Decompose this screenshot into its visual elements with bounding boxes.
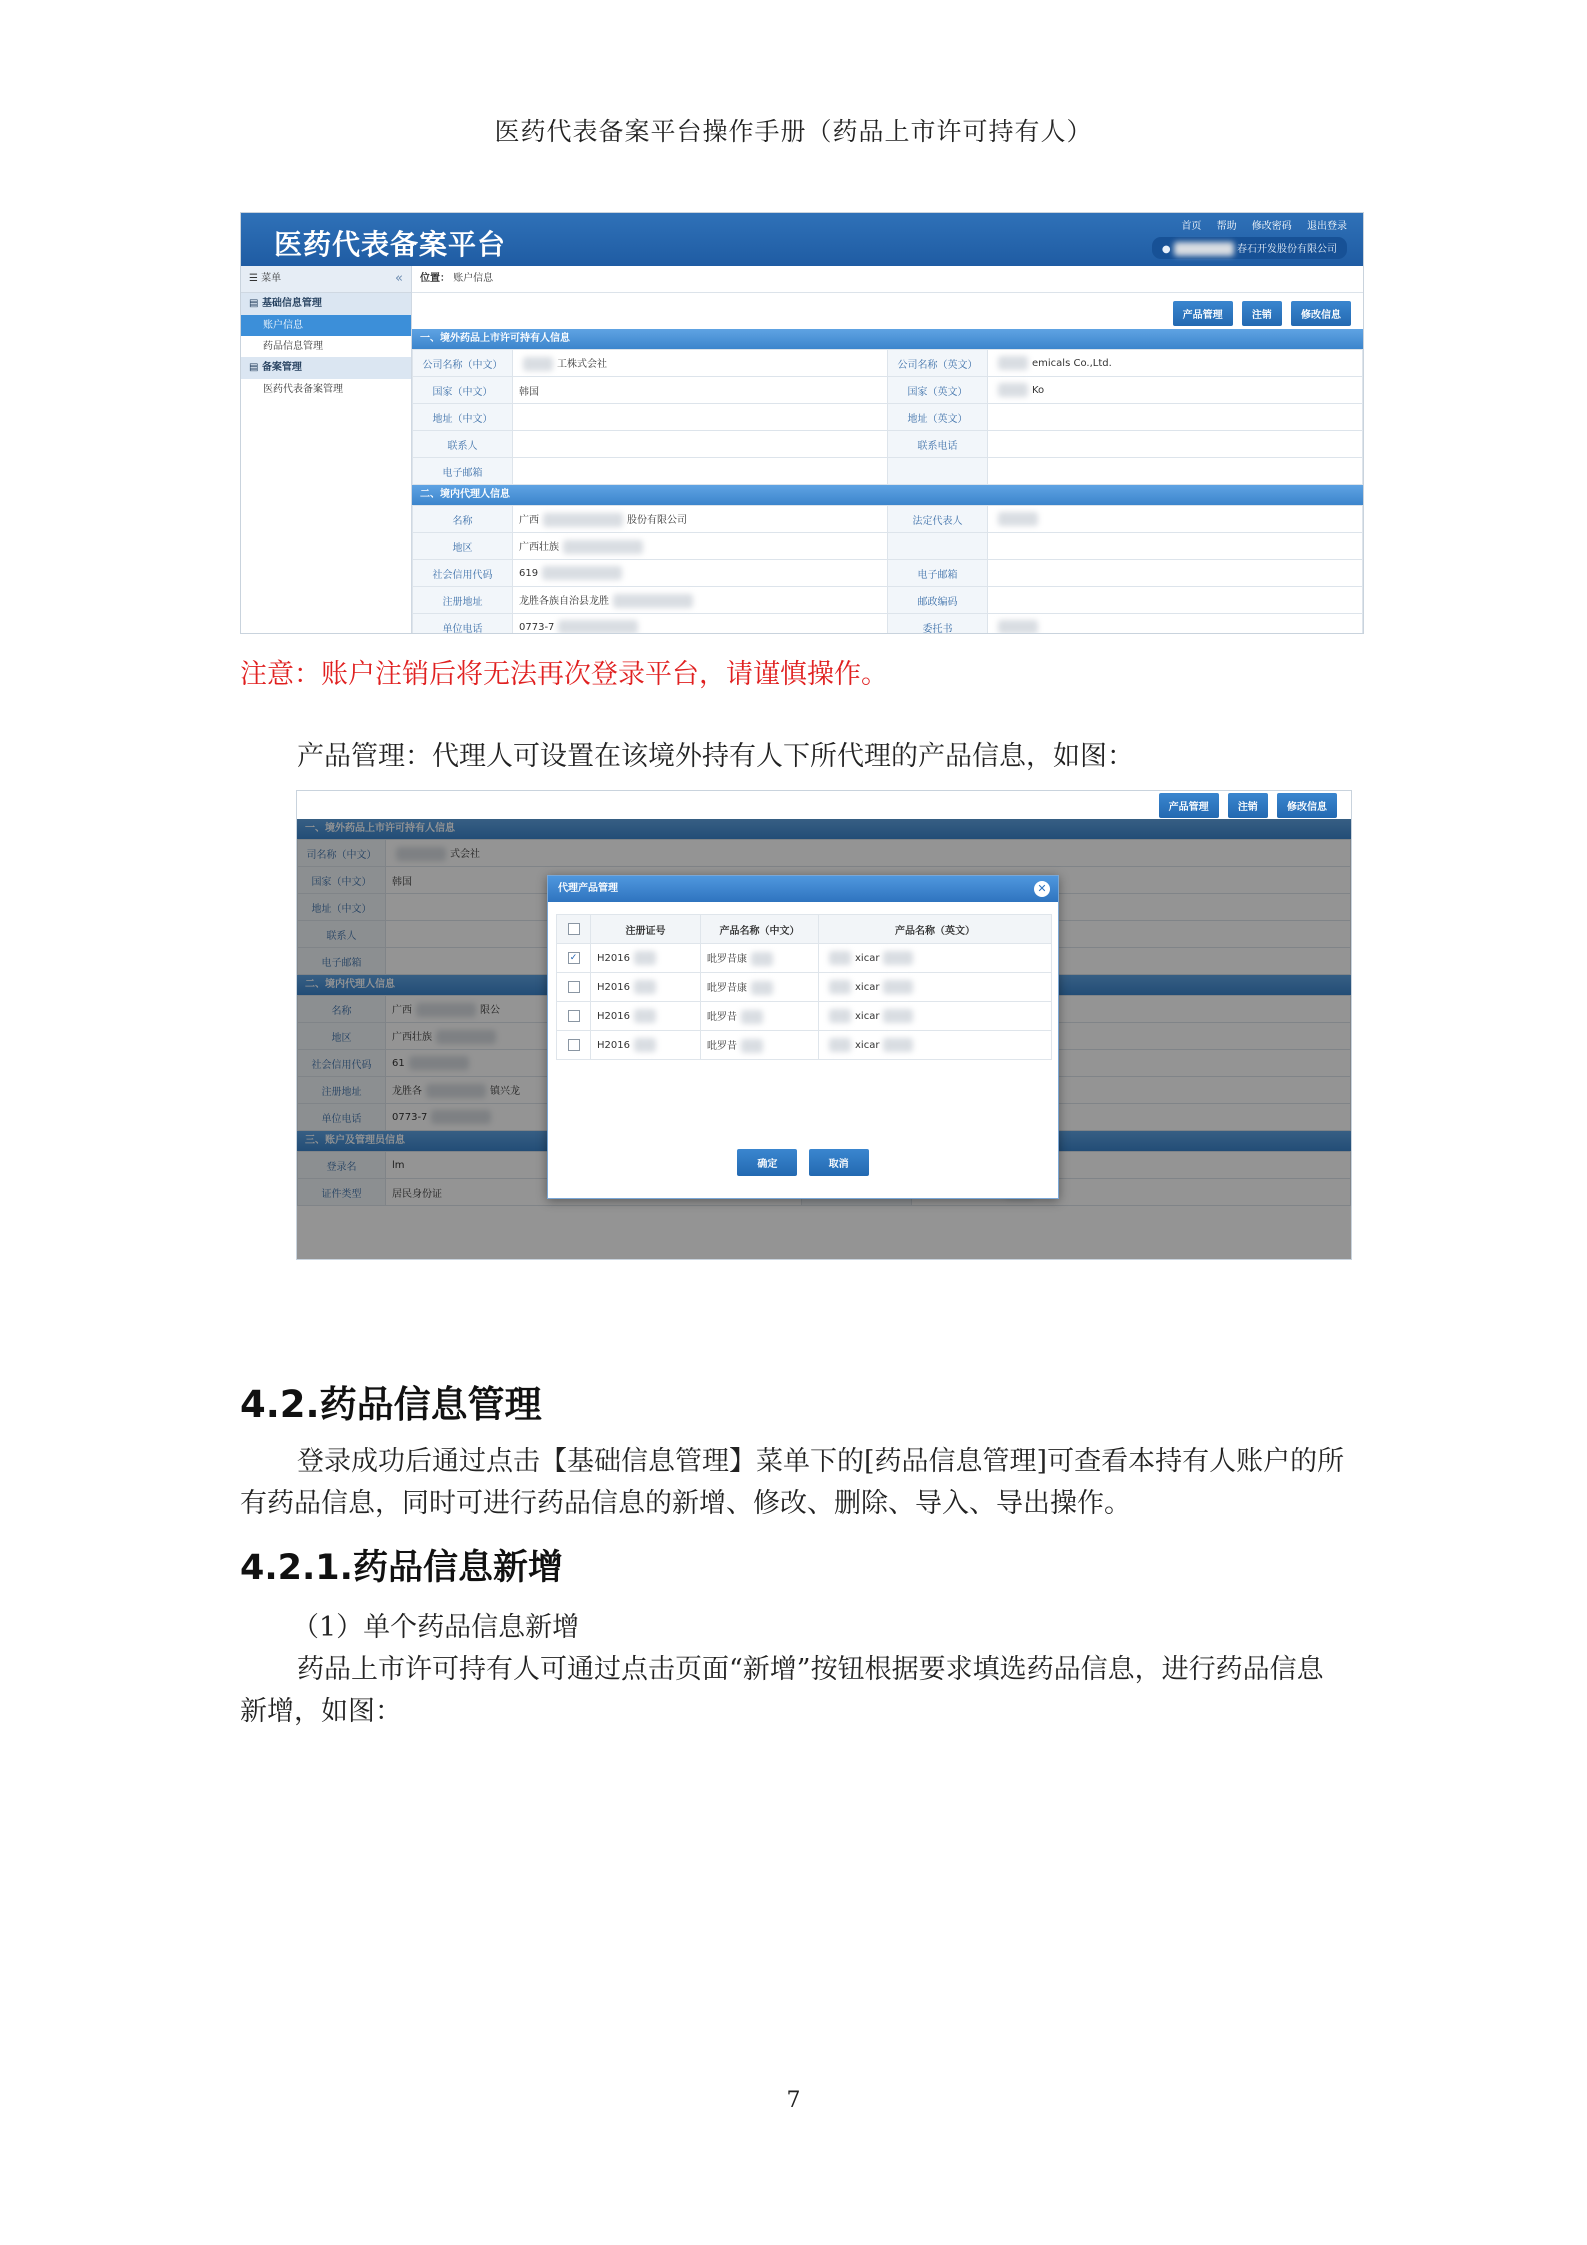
field-value: [513, 614, 888, 635]
field-label-text: 地址（中文）: [311, 903, 372, 915]
field-value: [988, 350, 1363, 377]
reg-number-text: H2016: [597, 1011, 630, 1022]
redacted-blur: [558, 620, 638, 634]
field-label-text: 联系人: [447, 440, 478, 452]
select-all-cell: [557, 915, 591, 944]
menu-label: 菜单: [261, 273, 282, 284]
field-label: [888, 404, 988, 431]
field-value-text: 韩国: [519, 386, 539, 398]
field-label-text: 社会信用代码: [311, 1059, 372, 1071]
field-label: [888, 560, 988, 587]
platform-logo: 医药代表备案平台: [274, 228, 507, 261]
action-toolbar: [297, 791, 1351, 819]
sidebar-header: [241, 266, 411, 293]
redacted-blur: [998, 512, 1038, 526]
field-label: [888, 377, 988, 404]
section-header: 一、境外药品上市许可持有人信息: [297, 819, 1351, 839]
sidebar-item-record[interactable]: 医药代表备案管理: [263, 384, 343, 395]
redacted-blur: [1174, 242, 1234, 256]
field-value: [988, 377, 1363, 404]
field-label-text: 法定代表人: [912, 515, 963, 527]
redacted-blur: [741, 1010, 763, 1024]
sidebar: [241, 266, 412, 633]
field-value-text: 韩国: [392, 876, 412, 888]
field-label-text: 委托书: [922, 623, 953, 634]
field-label: [888, 431, 988, 458]
field-value: [988, 506, 1363, 533]
field-label-text: 邮政编码: [917, 596, 958, 608]
product-name-cn-text: 吡罗昔: [707, 1041, 737, 1052]
field-label-text: 公司名称（英文）: [897, 359, 978, 371]
confirm-button[interactable]: 确定: [737, 1149, 797, 1176]
product-manage-dialog: [547, 875, 1059, 1199]
field-label: [413, 458, 513, 485]
row-checkbox[interactable]: [568, 1039, 580, 1051]
field-label: [888, 614, 988, 635]
column-header: 产品名称（中文）: [701, 915, 819, 944]
row-checkbox[interactable]: [568, 981, 580, 993]
notice-text: 注意：账户注销后将无法再次登录平台，请谨慎操作。: [240, 659, 888, 690]
redacted-blur: [751, 981, 773, 995]
field-value: [988, 533, 1363, 560]
close-icon[interactable]: ✕: [1034, 881, 1050, 897]
field-value-text: 龙胜各: [392, 1086, 422, 1097]
redacted-blur: [741, 1039, 763, 1053]
redacted-blur: [883, 951, 913, 965]
field-value-text: 龙胜各族自治县龙胜: [519, 596, 609, 607]
redacted-blur: [634, 980, 656, 994]
home-link[interactable]: 首页: [1181, 221, 1202, 232]
field-label-text: 电子邮箱: [442, 467, 483, 479]
table-row[interactable]: [557, 944, 1052, 973]
reg-number: [591, 973, 701, 1002]
field-value: [513, 404, 888, 431]
redacted-blur: [543, 513, 623, 527]
field-label-text: 地址（中文）: [432, 413, 493, 425]
field-value-text: emicals Co.,Ltd.: [1032, 358, 1112, 369]
top-links: [1169, 217, 1347, 232]
table-row[interactable]: [557, 973, 1052, 1002]
field-value-text: 广西: [392, 1005, 412, 1016]
field-label: [888, 506, 988, 533]
select-cell: [557, 1002, 591, 1031]
select-cell: [557, 944, 591, 973]
table-row: [413, 377, 1363, 404]
row-checkbox[interactable]: ✓: [568, 952, 580, 964]
reg-number-text: H2016: [597, 982, 630, 993]
page-number: 7: [786, 2088, 801, 2113]
section-4-2-paragraph: 登录成功后通过点击【基础信息管理】菜单下的[药品信息管理]可查看本持有人账户的所有药品信息，同时可进行药品信息的新增、修改、删除、导入、导出操作。: [240, 1446, 1345, 1519]
field-value: [988, 614, 1363, 635]
field-value: [513, 533, 888, 560]
field-value-text: 0773-7: [519, 622, 555, 633]
redacted-blur: [634, 951, 656, 965]
select-all-checkbox[interactable]: [568, 923, 580, 935]
user-company: 春石开发股份有限公司: [1237, 244, 1337, 255]
select-cell: [557, 1031, 591, 1060]
sidebar-group-basic[interactable]: [241, 293, 411, 315]
redacted-blur: [998, 356, 1028, 370]
section-header: 二、境内代理人信息: [412, 485, 1363, 505]
field-value-text: 0773-7: [392, 1112, 428, 1123]
product-name-en-text: xicar: [855, 982, 880, 993]
page-header: 医药代表备案平台操作手册（药品上市许可持有人）: [494, 117, 1093, 146]
product-name-cn: [701, 1002, 819, 1031]
field-value-text: 619: [519, 568, 539, 579]
field-label: [413, 350, 513, 377]
field-label-text: 名称: [452, 515, 473, 527]
redacted-blur: [523, 357, 553, 371]
section-4-2-title: 4.2.药品信息管理: [240, 1383, 542, 1426]
edit-info-button[interactable]: 修改信息: [1277, 793, 1337, 818]
field-label-text: 社会信用代码: [432, 569, 493, 581]
field-label: [888, 458, 988, 485]
product-intro: 产品管理：代理人可设置在该境外持有人下所代理的产品信息，如图：: [297, 741, 1134, 772]
field-label-text: 单位电话: [442, 623, 483, 634]
product-name-cn: [701, 1031, 819, 1060]
field-label: [413, 506, 513, 533]
field-value-text: 广西壮族: [392, 1032, 432, 1043]
agent-info-table: [412, 505, 1363, 634]
help-link[interactable]: 帮助: [1216, 221, 1237, 232]
sidebar-item-drug[interactable]: 药品信息管理: [263, 341, 323, 352]
product-name-cn-text: 吡罗昔康: [707, 954, 747, 965]
dialog-footer: [548, 1149, 1058, 1176]
field-label-text: 地区: [452, 542, 473, 554]
field-label-text: 司名称（中文）: [306, 849, 377, 861]
field-label-text: 电子邮箱: [917, 569, 958, 581]
sidebar-group-record[interactable]: [241, 357, 411, 379]
field-label: [888, 350, 988, 377]
field-label-text: 联系人: [326, 930, 357, 942]
field-value: [988, 560, 1363, 587]
field-label-text: 国家（中文）: [432, 386, 493, 398]
table-row[interactable]: [557, 1002, 1052, 1031]
field-label-text: 证件类型: [321, 1188, 362, 1200]
field-value: [513, 560, 888, 587]
field-label-text: 国家（中文）: [311, 876, 372, 888]
field-value-text: 工株式会社: [557, 359, 607, 370]
table-row: [413, 350, 1363, 377]
field-label: [413, 560, 513, 587]
reg-number-text: H2016: [597, 953, 630, 964]
background-form: [297, 819, 1351, 1259]
field-label-text: 注册地址: [321, 1086, 362, 1098]
redacted-blur: [998, 620, 1038, 634]
reg-number: [591, 1031, 701, 1060]
account-info-screenshot: [240, 212, 1364, 634]
field-label-text: 国家（英文）: [907, 386, 968, 398]
product-name-en-text: xicar: [855, 953, 880, 964]
table-row: [413, 431, 1363, 458]
main-content: [412, 266, 1363, 633]
field-value: [513, 350, 888, 377]
field-label-text: 地址（英文）: [907, 413, 968, 425]
product-manage-button[interactable]: 产品管理: [1173, 301, 1233, 326]
product-name-en-text: xicar: [855, 1011, 880, 1022]
field-label-text: 公司名称（中文）: [422, 359, 503, 371]
redacted-blur: [542, 566, 622, 580]
breadcrumb: [412, 266, 1363, 293]
redacted-blur: [634, 1009, 656, 1023]
menu-icon: ☰: [249, 273, 258, 284]
redacted-blur: [613, 594, 693, 608]
field-label: [413, 533, 513, 560]
field-value: [988, 458, 1363, 485]
sidebar-group-label: 基础信息管理: [261, 298, 322, 309]
redacted-blur: [829, 951, 851, 965]
redacted-blur: [829, 1038, 851, 1052]
dialog-header: [548, 876, 1058, 902]
field-label: [413, 587, 513, 614]
sidebar-group-label: 备案管理: [261, 362, 302, 373]
section-header: 二、境内代理人信息: [297, 975, 1351, 995]
table-row: [413, 506, 1363, 533]
field-label-text: 名称: [331, 1005, 352, 1017]
dialog-title: 代理产品管理: [558, 883, 618, 894]
column-header: 产品名称（英文）: [819, 915, 1052, 944]
field-label: [413, 404, 513, 431]
edit-info-button[interactable]: 修改信息: [1291, 301, 1351, 326]
field-value-text: 镇兴龙: [490, 1086, 520, 1097]
field-value-text: 广西壮族: [519, 542, 559, 553]
table-row[interactable]: [557, 1031, 1052, 1060]
product-name-en: [819, 1031, 1052, 1060]
redacted-blur: [563, 540, 643, 554]
field-value-text: 限公: [480, 1005, 500, 1016]
field-label: [413, 431, 513, 458]
select-cell: [557, 973, 591, 1002]
product-table: [556, 914, 1052, 1060]
location-label: 位置：: [420, 273, 450, 284]
table-row: [413, 533, 1363, 560]
field-value-text: 广西: [519, 515, 539, 526]
product-name-cn-text: 吡罗昔康: [707, 983, 747, 994]
column-header: 注册证号: [591, 915, 701, 944]
section-4-2-1-paragraph: 药品上市许可持有人可通过点击页面“新增”按钮根据要求填选药品信息，进行药品信息新增，如图：: [240, 1654, 1324, 1727]
table-row: [413, 458, 1363, 485]
field-value-text: 式会社: [450, 849, 480, 860]
platform-topbar: [241, 213, 1363, 266]
table-row: [413, 404, 1363, 431]
user-badge[interactable]: [1152, 237, 1347, 259]
field-value-text: 居民身份证: [392, 1188, 442, 1200]
product-name-en: [819, 973, 1052, 1002]
product-name-cn-text: 吡罗昔: [707, 1012, 737, 1023]
holder-info-table: [412, 349, 1363, 485]
product-manage-button[interactable]: 产品管理: [1159, 793, 1219, 818]
table-row: [413, 614, 1363, 635]
product-name-en-text: xicar: [855, 1040, 880, 1051]
redacted-blur: [829, 980, 851, 994]
field-label-text: 登录名: [326, 1161, 357, 1173]
product-manage-screenshot: [296, 790, 1352, 1260]
user-icon: ●: [1161, 244, 1171, 255]
redacted-blur: [751, 952, 773, 966]
field-label-text: 注册地址: [442, 596, 483, 608]
field-label: [413, 614, 513, 635]
field-value-text: 股份有限公司: [627, 515, 687, 526]
field-label-text: 联系电话: [917, 440, 958, 452]
field-label-text: 单位电话: [321, 1113, 362, 1125]
sidebar-item-account[interactable]: 账户信息: [241, 315, 411, 336]
field-label-text: 地区: [331, 1032, 352, 1044]
reg-number: [591, 1002, 701, 1031]
section-header: 一、境外药品上市许可持有人信息: [412, 329, 1363, 349]
row-checkbox[interactable]: [568, 1010, 580, 1022]
section-4-2-1-title: 4.2.1.药品信息新增: [240, 1548, 563, 1588]
product-name-cn: [701, 944, 819, 973]
table-row: [413, 587, 1363, 614]
product-name-en: [819, 1002, 1052, 1031]
field-value: [988, 587, 1363, 614]
field-value: [513, 506, 888, 533]
field-value-text: lm: [392, 1159, 405, 1171]
field-value: [988, 431, 1363, 458]
redacted-blur: [883, 980, 913, 994]
change-password-link[interactable]: 修改密码: [1251, 221, 1292, 232]
step-1-label: （1）单个药品信息新增: [292, 1612, 580, 1643]
redacted-blur: [883, 1009, 913, 1023]
folder-icon: ▤: [249, 362, 259, 373]
field-label: [888, 533, 988, 560]
redacted-blur: [634, 1038, 656, 1052]
collapse-icon[interactable]: «: [395, 271, 403, 286]
cancel-account-button[interactable]: 注销: [1228, 793, 1268, 818]
field-value: [513, 431, 888, 458]
field-value: [513, 458, 888, 485]
table-row: [413, 560, 1363, 587]
field-value: [513, 377, 888, 404]
field-value: [988, 404, 1363, 431]
field-value-text: Ko: [1032, 385, 1045, 396]
action-toolbar: [412, 293, 1363, 329]
redacted-blur: [829, 1009, 851, 1023]
redacted-blur: [883, 1038, 913, 1052]
field-label: [888, 587, 988, 614]
cancel-account-button[interactable]: 注销: [1242, 301, 1282, 326]
field-label: [413, 377, 513, 404]
section-header: 三、账户及管理员信息: [297, 1131, 1351, 1151]
field-label-text: 电子邮箱: [321, 957, 362, 969]
field-value: [513, 587, 888, 614]
product-name-cn: [701, 973, 819, 1002]
logout-link[interactable]: 退出登录: [1307, 221, 1347, 232]
field-value-text: 61: [392, 1058, 405, 1069]
location-value: 账户信息: [453, 273, 494, 284]
folder-icon: ▤: [249, 298, 259, 309]
product-name-en: [819, 944, 1052, 973]
cancel-button[interactable]: 取消: [809, 1149, 869, 1176]
reg-number-text: H2016: [597, 1040, 630, 1051]
reg-number: [591, 944, 701, 973]
redacted-blur: [998, 383, 1028, 397]
